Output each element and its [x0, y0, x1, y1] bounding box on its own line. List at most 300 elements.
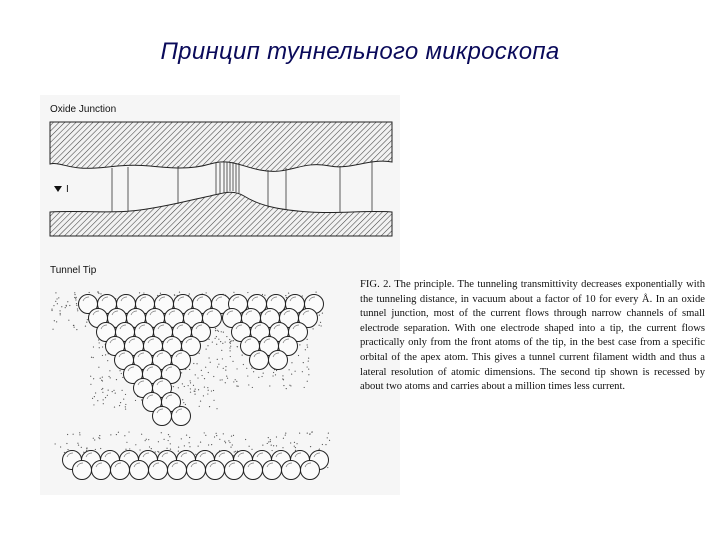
stipple-dot: [291, 374, 292, 375]
stipple-dot: [83, 452, 84, 453]
stipple-dot: [98, 292, 99, 293]
stipple-dot: [93, 438, 94, 439]
stipple-dot: [258, 377, 259, 378]
stipple-dot: [184, 386, 185, 387]
stipple-dot: [118, 432, 119, 433]
stipple-dot: [189, 293, 190, 294]
stipple-dot: [304, 387, 305, 388]
stipple-dot: [160, 293, 161, 294]
stipple-dot: [168, 440, 169, 441]
stipple-dot: [58, 297, 59, 298]
stipple-dot: [232, 361, 233, 362]
stipple-dot: [238, 386, 239, 387]
stipple-dot: [77, 443, 78, 444]
stipple-dot: [124, 435, 125, 436]
stipple-dot: [193, 385, 194, 386]
stipple-dot: [207, 393, 208, 394]
stipple-dot: [174, 295, 175, 296]
stipple-dot: [179, 292, 180, 293]
stipple-dot: [60, 314, 61, 315]
slide-title: Принцип туннельного микроскопа: [160, 38, 560, 65]
stipple-dot: [243, 364, 244, 365]
stipple-dot: [296, 443, 297, 444]
stipple-dot: [319, 325, 320, 326]
stipple-dot: [115, 392, 116, 393]
stipple-dot: [322, 312, 323, 313]
stipple-dot: [207, 345, 208, 346]
stipple-dot: [120, 402, 121, 403]
stipple-dot: [294, 446, 295, 447]
stipple-dot: [178, 387, 179, 388]
stipple-dot: [129, 448, 130, 449]
stipple-dot: [272, 450, 273, 451]
stipple-dot: [230, 447, 231, 448]
stipple-dot: [262, 445, 263, 446]
stipple-dot: [116, 379, 117, 380]
stipple-dot: [163, 439, 164, 440]
stipple-dot: [235, 379, 236, 380]
stipple-dot: [327, 437, 328, 438]
stipple-dot: [77, 308, 78, 309]
stipple-dot: [125, 404, 126, 405]
stipple-dot: [201, 370, 202, 371]
stipple-dot: [64, 452, 65, 453]
stipple-dot: [208, 339, 209, 340]
stipple-dot: [268, 441, 269, 442]
stipple-dot: [216, 433, 217, 434]
stipple-dot: [299, 433, 300, 434]
stipple-dot: [198, 389, 199, 390]
stipple-dot: [312, 431, 313, 432]
stipple-dot: [205, 435, 206, 436]
stipple-dot: [312, 328, 313, 329]
stipple-dot: [76, 329, 77, 330]
stipple-dot: [107, 360, 108, 361]
stipple-dot: [55, 443, 56, 444]
stipple-dot: [121, 390, 122, 391]
stipple-dot: [95, 392, 96, 393]
stipple-dot: [218, 364, 219, 365]
stipple-dot: [298, 355, 299, 356]
stipple-dot: [108, 376, 109, 377]
stipple-dot: [189, 446, 190, 447]
stipple-dot: [74, 297, 75, 298]
stipple-dot: [149, 446, 150, 447]
stipple-dot: [227, 378, 228, 379]
stipple-dot: [217, 330, 218, 331]
stipple-dot: [230, 346, 231, 347]
stipple-dot: [103, 403, 104, 404]
stipple-dot: [170, 443, 171, 444]
stipple-dot: [245, 439, 246, 440]
stipple-dot: [275, 374, 276, 375]
stipple-dot: [190, 380, 191, 381]
stipple-dot: [145, 440, 146, 441]
stipple-dot: [282, 378, 283, 379]
stipple-dot: [228, 440, 229, 441]
stipple-dot: [211, 444, 212, 445]
stipple-dot: [60, 313, 61, 314]
stipple-dot: [308, 360, 309, 361]
stipple-dot: [236, 381, 237, 382]
stipple-dot: [90, 384, 91, 385]
stipple-dot: [86, 322, 87, 323]
stipple-dot: [221, 379, 222, 380]
stipple-dot: [237, 346, 238, 347]
stipple-dot: [271, 445, 272, 446]
stipple-dot: [247, 375, 248, 376]
stipple-dot: [189, 437, 190, 438]
stipple-dot: [220, 379, 221, 380]
stipple-dot: [225, 341, 226, 342]
stipple-dot: [221, 331, 222, 332]
stipple-dot: [226, 376, 227, 377]
stipple-dot: [126, 442, 127, 443]
stipple-dot: [224, 441, 225, 442]
stipple-dot: [112, 391, 113, 392]
stipple-dot: [76, 305, 77, 306]
stipple-dot: [102, 388, 103, 389]
stipple-dot: [215, 330, 216, 331]
stipple-dot: [320, 322, 321, 323]
stipple-dot: [108, 390, 109, 391]
stipple-dot: [121, 373, 122, 374]
stipple-dot: [91, 357, 92, 358]
stipple-dot: [327, 467, 328, 468]
stipple-dot: [291, 362, 292, 363]
stipple-dot: [235, 451, 236, 452]
stipple-dot: [66, 305, 67, 306]
stipple-dot: [315, 291, 316, 292]
stipple-dot: [85, 326, 86, 327]
stipple-dot: [93, 404, 94, 405]
stipple-dot: [123, 399, 124, 400]
tip-atoms: [79, 295, 324, 426]
stipple-dot: [285, 433, 286, 434]
stipple-dot: [168, 434, 169, 435]
stipple-dot: [210, 362, 211, 363]
stipple-dot: [208, 390, 209, 391]
stipple-dot: [289, 385, 290, 386]
stipple-dot: [102, 346, 103, 347]
stipple-dot: [233, 381, 234, 382]
stipple-dot: [125, 449, 126, 450]
stipple-dot: [200, 442, 201, 443]
stipple-dot: [196, 363, 197, 364]
stipple-dot: [207, 387, 208, 388]
stipple-dot: [204, 378, 205, 379]
stipple-dot: [98, 367, 99, 368]
stipple-dot: [295, 371, 296, 372]
stipple-dot: [73, 325, 74, 326]
stipple-dot: [223, 332, 224, 333]
stipple-dot: [182, 383, 183, 384]
stipple-dot: [212, 341, 213, 342]
stipple-dot: [93, 357, 94, 358]
stipple-dot: [110, 434, 111, 435]
stipple-dot: [225, 442, 226, 443]
stipple-dot: [90, 376, 91, 377]
stipple-dot: [195, 389, 196, 390]
stipple-dot: [234, 451, 235, 452]
stipple-dot: [283, 385, 284, 386]
stipple-dot: [100, 448, 101, 449]
stipple-dot: [161, 432, 162, 433]
stipple-dot: [125, 406, 126, 407]
stipple-dot: [189, 369, 190, 370]
stipple-dot: [295, 450, 296, 451]
stipple-dot: [282, 375, 283, 376]
stipple-dot: [248, 384, 249, 385]
stipple-dot: [230, 356, 231, 357]
stipple-dot: [328, 433, 329, 434]
stipple-dot: [189, 442, 190, 443]
stipple-dot: [303, 362, 304, 363]
stipple-dot: [193, 363, 194, 364]
stipple-dot: [242, 355, 243, 356]
stipple-dot: [251, 449, 252, 450]
stipple-dot: [146, 439, 147, 440]
stipple-dot: [102, 392, 103, 393]
stipple-dot: [195, 454, 196, 455]
stipple-dot: [321, 325, 322, 326]
stipple-dot: [114, 406, 115, 407]
stipple-dot: [119, 370, 120, 371]
stipple-dot: [236, 368, 237, 369]
stipple-dot: [78, 445, 79, 446]
stipple-dot: [276, 370, 277, 371]
stipple-dot: [92, 398, 93, 399]
stipple-dot: [185, 404, 186, 405]
stipple-dot: [218, 331, 219, 332]
stipple-dot: [194, 394, 195, 395]
stipple-dot: [66, 443, 67, 444]
stipple-dot: [232, 444, 233, 445]
stipple-dot: [94, 396, 95, 397]
stipple-dot: [252, 387, 253, 388]
stipple-dot: [305, 349, 306, 350]
stipple-dot: [229, 347, 230, 348]
stipple-dot: [226, 336, 227, 337]
stipple-dot: [216, 344, 217, 345]
stipple-dot: [56, 321, 57, 322]
stipple-dot: [102, 355, 103, 356]
stipple-dot: [310, 446, 311, 447]
stipple-dot: [222, 343, 223, 344]
stipple-dot: [135, 400, 136, 401]
stipple-dot: [213, 400, 214, 401]
stipple-dot: [98, 339, 99, 340]
stipple-dot: [76, 303, 77, 304]
stipple-dot: [216, 408, 217, 409]
stipple-dot: [99, 435, 100, 436]
stipple-dot: [184, 445, 185, 446]
stipple-dot: [329, 440, 330, 441]
stipple-dot: [99, 347, 100, 348]
stipple-dot: [230, 343, 231, 344]
stipple-dot: [51, 310, 52, 311]
stipple-dot: [231, 340, 232, 341]
stipple-dot: [285, 295, 286, 296]
stipple-dot: [270, 441, 271, 442]
stipple-dot: [93, 378, 94, 379]
stipple-dot: [101, 380, 102, 381]
stipple-dot: [98, 293, 99, 294]
stipple-dot: [276, 445, 277, 446]
stipple-dot: [101, 389, 102, 390]
stipple-dot: [119, 405, 120, 406]
stipple-dot: [54, 320, 55, 321]
stipple-dot: [290, 442, 291, 443]
stipple-dot: [52, 329, 53, 330]
stipple-dot: [182, 399, 183, 400]
stipple-dot: [208, 372, 209, 373]
stipple-dot: [169, 436, 170, 437]
stipple-dot: [65, 307, 66, 308]
stipple-dot: [294, 442, 295, 443]
stipple-dot: [215, 338, 216, 339]
stipple-dot: [307, 366, 308, 367]
stipple-dot: [225, 366, 226, 367]
stipple-dot: [249, 446, 250, 447]
stipple-dot: [246, 368, 247, 369]
stipple-dot: [216, 435, 217, 436]
stipple-dot: [166, 448, 167, 449]
stipple-dot: [89, 292, 90, 293]
stipple-dot: [105, 354, 106, 355]
stipple-dot: [213, 376, 214, 377]
stipple-dot: [203, 395, 204, 396]
stipple-dot: [211, 390, 212, 391]
stipple-dot: [73, 434, 74, 435]
stipple-dot: [110, 377, 111, 378]
stipple-dot: [264, 295, 265, 296]
stipple-dot: [286, 297, 287, 298]
stipple-dot: [139, 449, 140, 450]
stipple-dot: [272, 375, 273, 376]
stipple-dot: [141, 434, 142, 435]
stipple-dot: [263, 373, 264, 374]
stipple-dot: [195, 374, 196, 375]
stipple-dot: [157, 295, 158, 296]
stipple-dot: [68, 320, 69, 321]
stipple-dot: [183, 402, 184, 403]
bottom-electrode: [50, 192, 392, 236]
stipple-dot: [273, 372, 274, 373]
stipple-dot: [276, 436, 277, 437]
stipple-dot: [322, 444, 323, 445]
stipple-dot: [100, 293, 101, 294]
stipple-dot: [109, 370, 110, 371]
stipple-dot: [204, 386, 205, 387]
stipple-dot: [57, 303, 58, 304]
stipple-dot: [173, 386, 174, 387]
stipple-dot: [229, 442, 230, 443]
stipple-dot: [178, 451, 179, 452]
stipple-dot: [233, 435, 234, 436]
stipple-dot: [95, 449, 96, 450]
stipple-dot: [158, 452, 159, 453]
stipple-dot: [217, 359, 218, 360]
stipple-dot: [290, 385, 291, 386]
stipple-dot: [269, 385, 270, 386]
stipple-dot: [86, 448, 87, 449]
stipple-dot: [218, 339, 219, 340]
stipple-dot: [60, 446, 61, 447]
stipple-dot: [105, 397, 106, 398]
stipple-dot: [308, 357, 309, 358]
top-electrode: [50, 122, 392, 171]
stipple-dot: [198, 446, 199, 447]
stipple-dot: [178, 447, 179, 448]
stipple-dot: [307, 381, 308, 382]
stipple-dot: [307, 347, 308, 348]
stipple-dot: [286, 388, 287, 389]
stipple-dot: [236, 385, 237, 386]
stipple-dot: [199, 353, 200, 354]
stipple-dot: [67, 301, 68, 302]
stipple-dot: [190, 382, 191, 383]
stipple-dot: [97, 400, 98, 401]
stipple-dot: [139, 292, 140, 293]
stipple-dot: [229, 339, 230, 340]
stipple-dot: [197, 377, 198, 378]
stipple-dot: [251, 368, 252, 369]
stipple-dot: [188, 385, 189, 386]
stipple-dot: [74, 294, 75, 295]
stipple-dot: [253, 371, 254, 372]
stipple-dot: [247, 292, 248, 293]
stipple-dot: [231, 435, 232, 436]
stipple-dot: [79, 432, 80, 433]
stipple-dot: [56, 298, 57, 299]
stipple-dot: [102, 377, 103, 378]
stipple-dot: [99, 342, 100, 343]
stipple-dot: [113, 390, 114, 391]
stipple-dot: [223, 368, 224, 369]
stipple-dot: [319, 315, 320, 316]
stipple-dot: [206, 348, 207, 349]
stipple-dot: [223, 433, 224, 434]
stipple-dot: [76, 297, 77, 298]
stipple-dot: [261, 376, 262, 377]
stipple-dot: [302, 295, 303, 296]
stipple-dot: [221, 350, 222, 351]
stipple-dot: [302, 371, 303, 372]
stipple-dot: [67, 434, 68, 435]
stipple-dot: [285, 434, 286, 435]
stipple-dot: [200, 401, 201, 402]
stipple-dot: [94, 439, 95, 440]
stipple-dot: [59, 310, 60, 311]
stipple-dot: [215, 328, 216, 329]
stipple-dot: [262, 294, 263, 295]
stipple-dot: [222, 358, 223, 359]
stipple-dot: [158, 441, 159, 442]
stipple-dot: [125, 408, 126, 409]
stipple-dot: [219, 439, 220, 440]
stipple-dot: [55, 301, 56, 302]
tunnel-tip-label: Tunnel Tip: [50, 265, 97, 276]
stipple-dot: [319, 448, 320, 449]
stipple-dot: [309, 433, 310, 434]
stipple-dot: [308, 368, 309, 369]
stipple-dot: [289, 369, 290, 370]
stipple-dot: [148, 439, 149, 440]
stipple-dot: [103, 399, 104, 400]
stipple-dot: [122, 377, 123, 378]
stipple-dot: [79, 434, 80, 435]
